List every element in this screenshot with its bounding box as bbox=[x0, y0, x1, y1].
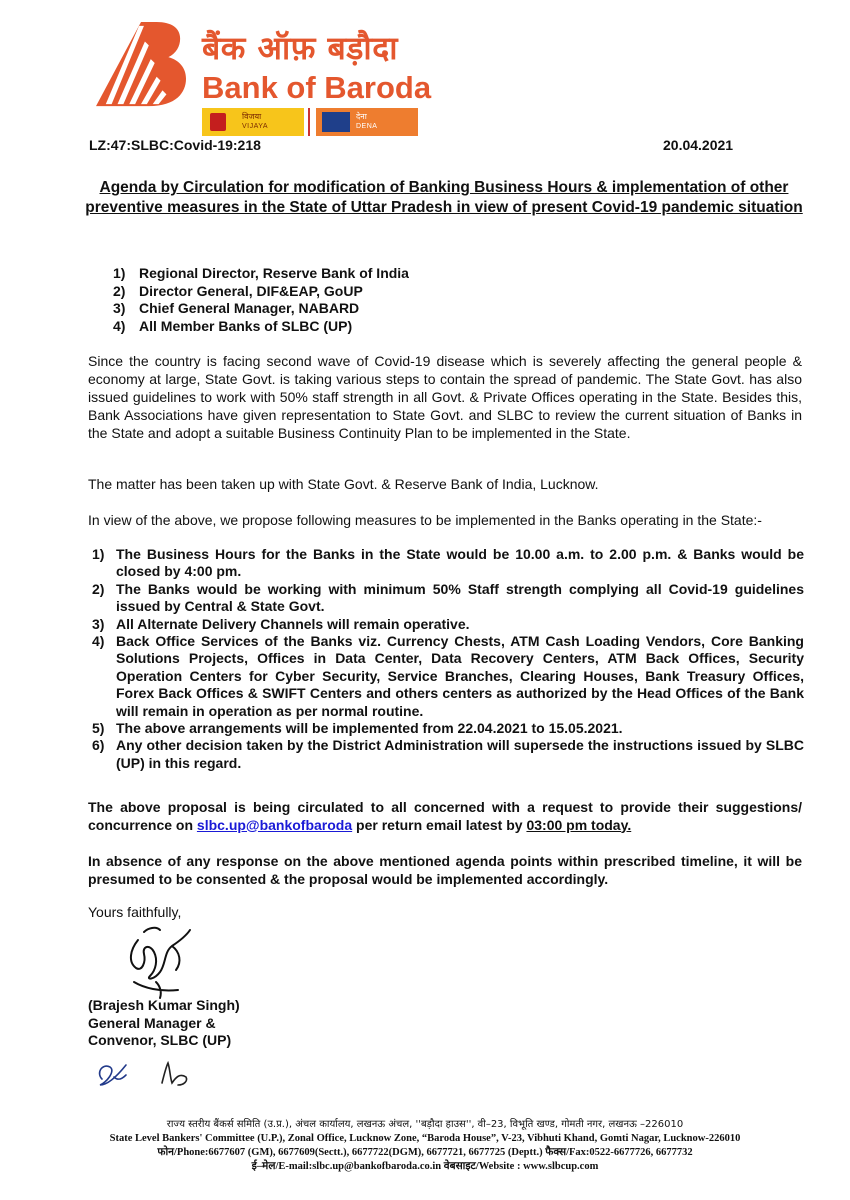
recipients-list bbox=[113, 265, 409, 335]
brand-name-hindi: बैंक ऑफ़ बड़ौदा bbox=[202, 29, 398, 67]
baroda-sun-logo-icon bbox=[92, 20, 190, 110]
deadline-text: 03:00 pm today. bbox=[526, 816, 632, 833]
absence-note-paragraph: In absence of any response on the above mentioned agenda points within prescribed timeline, it will be presumed to be consented & the proposal would be implemented accordingly. bbox=[88, 853, 802, 887]
closing-salutation: Yours faithfully, bbox=[88, 904, 182, 920]
signatory-block bbox=[88, 997, 240, 1050]
recipient-text: All Member Banks of SLBC (UP) bbox=[139, 317, 353, 334]
measure-text: Any other decision taken by the District Administration will supersede the instructions issued by SLBC (UP) in this regard. bbox=[116, 737, 804, 771]
dena-english: DENA bbox=[356, 123, 378, 130]
measure-text: All Alternate Delivery Channels will remain operative. bbox=[116, 615, 470, 632]
vijaya-english: VIJAYA bbox=[242, 123, 269, 130]
recipient-item bbox=[113, 283, 409, 301]
recipient-text: Regional Director, Reserve Bank of India bbox=[139, 265, 409, 281]
agenda-title: Agenda by Circulation for modification of Banking Business Hours & implementation of other preventive measures in the State of Uttar Pradesh in view of present Covid-19 pandemic situation bbox=[85, 179, 803, 216]
recipient-text: Chief General Manager, NABARD bbox=[139, 300, 360, 316]
footer-address-english: State Level Bankers' Committee (U.P.), Zonal Office, Lucknow Zone, “Baroda House”, V-23, Vibhuti Khand, Gomti Nagar, Lucknow-226010 bbox=[109, 1133, 741, 1144]
letter-reference-number: LZ:47:SLBC:Covid-19:218 bbox=[89, 137, 261, 153]
bank-logo bbox=[92, 14, 432, 130]
measures-list bbox=[92, 546, 804, 772]
recipient-item bbox=[113, 300, 409, 318]
dena-hindi: देना bbox=[356, 112, 367, 121]
dena-emblem-icon bbox=[322, 112, 350, 132]
list-number: 3) bbox=[113, 300, 126, 316]
list-number: 2) bbox=[92, 580, 105, 597]
measure-item bbox=[92, 581, 804, 616]
list-number: 6) bbox=[92, 737, 105, 754]
logo-divider bbox=[308, 108, 310, 136]
signature-image bbox=[120, 922, 200, 1000]
measure-text: Back Office Services of the Banks viz. Currency Chests, ATM Cash Loading Vendors, Core Banking Solutions Projects, Offices in Data Center, Data Recovery Centers, ATM Back Offices, Security Operation Centers for Cyber Security, Service Branches, Clearing Houses, Bank Treasury Offices, Forex Back Offices & SWIFT Centers and others centers as authorized by the Head Offices of the Bank will remain in operation as per normal routine. bbox=[116, 633, 804, 719]
recipient-text: Director General, DIF&EAP, GoUP bbox=[139, 282, 363, 299]
list-number: 1) bbox=[113, 265, 126, 281]
proposal-middle-text: per return email latest by bbox=[352, 816, 527, 833]
signer-designation: Convenor, SLBC (UP) bbox=[88, 1032, 232, 1048]
brand-name-english: Bank of Baroda bbox=[202, 70, 432, 105]
dena-logo bbox=[316, 108, 418, 136]
context-paragraph: Since the country is facing second wave of Covid-19 disease which is severely affecting the general people & economy at large, State Govt. is taking various steps to contain the spread of pandemic. The State Govt. has also issued guidelines to work with 50% staff strength in all Govt. & Private Offices operating in the State. Besides this, Bank Associations have given representation to State Govt. and SLBC to review the current situation of Banks in the State and adopt a suitable Business Continuity Plan to be implemented in the State. bbox=[88, 353, 802, 441]
letterhead-footer bbox=[0, 1118, 850, 1174]
measure-item bbox=[92, 616, 804, 633]
signer-name: (Brajesh Kumar Singh) bbox=[88, 997, 240, 1013]
vijaya-hindi: विजया bbox=[242, 112, 262, 121]
proposal-intro-paragraph: In view of the above, we propose following measures to be implemented in the Banks operating in the State:- bbox=[88, 512, 762, 528]
footer-phone-fax: फोन/Phone:6677607 (GM), 6677609(Sectt.), 6677722(DGM), 6677721, 6677725 (Deptt.) फैक्स/Fax:0522-6677726, 6677732 bbox=[157, 1147, 693, 1158]
measure-item bbox=[92, 737, 804, 772]
footer-address-hindi: राज्य स्तरीय बैंकर्स समिति (उ.प्र.), अंचल कार्यालय, लखनऊ अंचल, ''बड़ौदा हाउस'', वी–23, विभूति खण्ड, गोमती नगर, लखनऊ –226010 bbox=[166, 1119, 684, 1130]
list-number: 3) bbox=[92, 615, 105, 632]
measure-text: The Business Hours for the Banks in the State would be 10.00 a.m. to 2.00 p.m. & Banks would be closed by 4:00 pm. bbox=[116, 546, 804, 580]
signer-title: General Manager & bbox=[88, 1014, 216, 1031]
recipient-item bbox=[113, 318, 409, 336]
footer-email-website: ई–मेल/E-mail:slbc.up@bankofbaroda.co.in वेबसाइट/Website : www.slbcup.com bbox=[251, 1161, 599, 1172]
measure-text: The above arrangements will be implemented from 22.04.2021 to 15.05.2021. bbox=[116, 720, 623, 737]
measure-item bbox=[92, 633, 804, 720]
recipient-item bbox=[113, 265, 409, 283]
list-number: 1) bbox=[92, 546, 105, 562]
list-number: 4) bbox=[92, 633, 105, 650]
letter-date: 20.04.2021 bbox=[663, 137, 734, 153]
list-number: 2) bbox=[113, 282, 126, 299]
list-number: 4) bbox=[113, 317, 126, 334]
measure-item bbox=[92, 546, 804, 581]
proposal-request-paragraph bbox=[88, 799, 802, 834]
email-link[interactable]: slbc.up@bankofbaroda bbox=[196, 816, 353, 833]
matter-paragraph: The matter has been taken up with State Govt. & Reserve Bank of India, Lucknow. bbox=[88, 476, 599, 492]
merged-banks-logos bbox=[202, 108, 418, 136]
vijaya-logo bbox=[202, 108, 304, 136]
measure-item bbox=[92, 720, 804, 737]
proposal-prefix-text: The above proposal is being circulated to all concerned with a request to provide their suggestions/ concurrence on bbox=[88, 799, 802, 833]
vijaya-emblem-icon bbox=[210, 113, 226, 131]
list-number: 5) bbox=[92, 720, 105, 737]
initials-image bbox=[92, 1055, 222, 1091]
measure-text: The Banks would be working with minimum 50% Staff strength complying all Covid-19 guidelines issued by Central & State Govt. bbox=[116, 580, 804, 615]
